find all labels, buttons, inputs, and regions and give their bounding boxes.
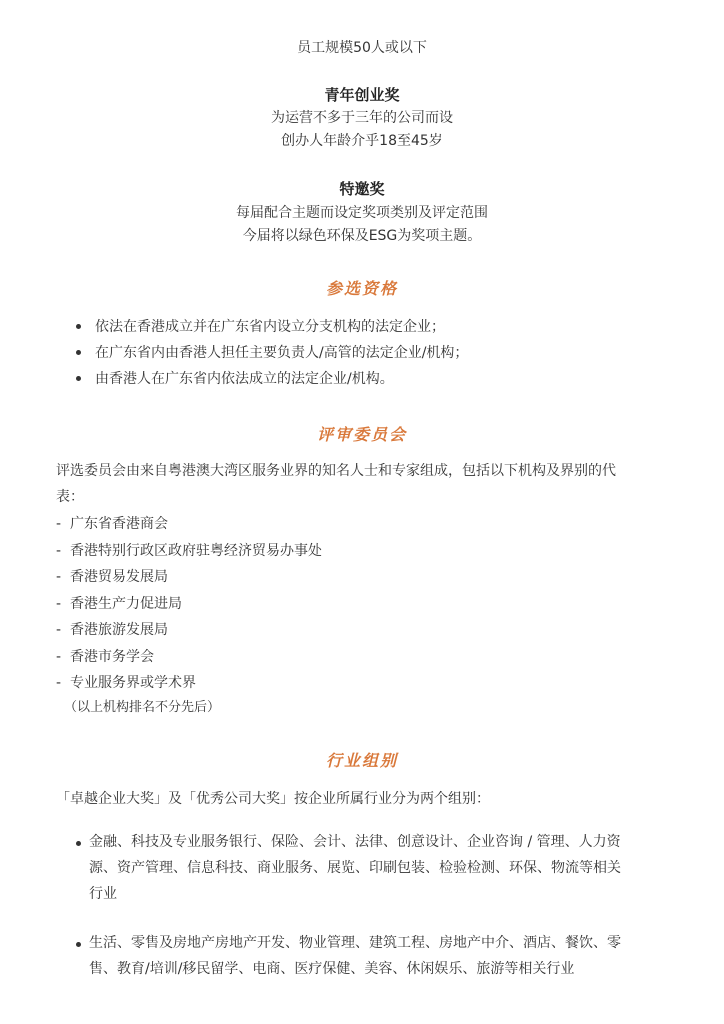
youth-award-line-1: 为运营不多于三年的公司而设 (271, 110, 453, 126)
dash-marker: - (56, 542, 62, 559)
committee-member-name: 香港生产力促进局 (70, 595, 182, 612)
bullet-dot-icon (76, 350, 81, 355)
special-award-title: 特邀奖 (339, 180, 385, 198)
dash-marker: - (56, 675, 62, 691)
bullet-dot-icon (76, 841, 81, 846)
scale-line: 员工规模50人或以下 (297, 40, 427, 56)
committee-intro (56, 458, 696, 510)
committee-member (56, 591, 696, 618)
eligibility-item-text: 依法在香港成立并在广东省内设立分支机构的法定企业； (95, 319, 445, 335)
eligibility-item (62, 314, 702, 340)
committee-member (56, 538, 696, 565)
industry-group-line: 行业 (89, 886, 117, 902)
industry-group-line: 源、资产管理、信息科技、商业服务、展览、印刷包装、检验检测、环保、物流等相关 (89, 860, 621, 876)
industry-group-line: 生活、零售及房地产房地产开发、物业管理、建筑工程、房地产中介、酒店、餐饮、零 (89, 935, 621, 951)
industry-group-line: 售、教育/培训/移民留学、电商、医疗保健、美容、休闲娱乐、旅游等相关行业 (89, 961, 575, 977)
bullet-dot-icon (76, 942, 81, 947)
youth-award-line-2: 创办人年龄介乎18至45岁 (281, 133, 443, 149)
industry-group-list (56, 829, 696, 982)
eligibility-list (62, 314, 702, 392)
dash-marker: - (56, 648, 62, 665)
eligibility-item (62, 366, 702, 392)
industry-heading: 行业组别 (325, 751, 398, 770)
committee-member (56, 511, 696, 538)
eligibility-item (62, 340, 702, 366)
committee-member-name: 香港旅游发展局 (70, 622, 168, 638)
committee-member-name: 广东省香港商会 (70, 516, 168, 532)
committee-member (56, 644, 696, 671)
industry-group-line: 金融、科技及专业服务银行、保险、会计、法律、创意设计、企业咨询 / 管理、人力资 (89, 834, 621, 850)
eligibility-heading: 参选资格 (325, 279, 398, 298)
committee-intro-line-2: 表： (56, 489, 84, 505)
youth-award-title: 青年创业奖 (324, 86, 400, 104)
committee-member (56, 617, 696, 644)
committee-member (56, 670, 696, 697)
special-award-line-2: 今届将以绿色环保及ESG为奖项主题。 (242, 228, 482, 244)
industry-group-item (56, 829, 696, 907)
committee-member-name: 香港市务学会 (70, 648, 154, 665)
committee-member-name: 香港特别行政区政府驻粤经济贸易办事处 (70, 542, 322, 559)
eligibility-item-text: 由香港人在广东省内依法成立的法定企业/机构。 (95, 371, 394, 387)
dash-marker: - (56, 569, 62, 585)
committee-note: （以上机构排名不分先后） (64, 700, 221, 715)
committee-intro-line-1: 评选委员会由来自粤港澳大湾区服务业界的知名人士和专家组成，包括以下机构及界别的代 (56, 463, 616, 479)
industry-group-item (56, 930, 696, 982)
committee-member-name: 专业服务界或学术界 (70, 675, 196, 691)
eligibility-item-text: 在广东省内由香港人担任主要负责人/高管的法定企业/机构； (95, 345, 469, 361)
committee-member (56, 564, 696, 591)
bullet-dot-icon (76, 376, 81, 381)
dash-marker: - (56, 595, 62, 612)
dash-marker: - (56, 516, 62, 532)
bullet-dot-icon (76, 324, 81, 329)
industry-intro: 「卓越企业大奖」及「优秀公司大奖」按企业所属行业分为两个组别： (56, 791, 490, 807)
committee-member-name: 香港贸易发展局 (70, 569, 168, 585)
dash-marker: - (56, 622, 62, 638)
committee-heading: 评审委员会 (316, 425, 407, 444)
committee-member-list (56, 511, 696, 697)
special-award-line-1: 每届配合主题而设定奖项类别及评定范围 (236, 205, 488, 221)
